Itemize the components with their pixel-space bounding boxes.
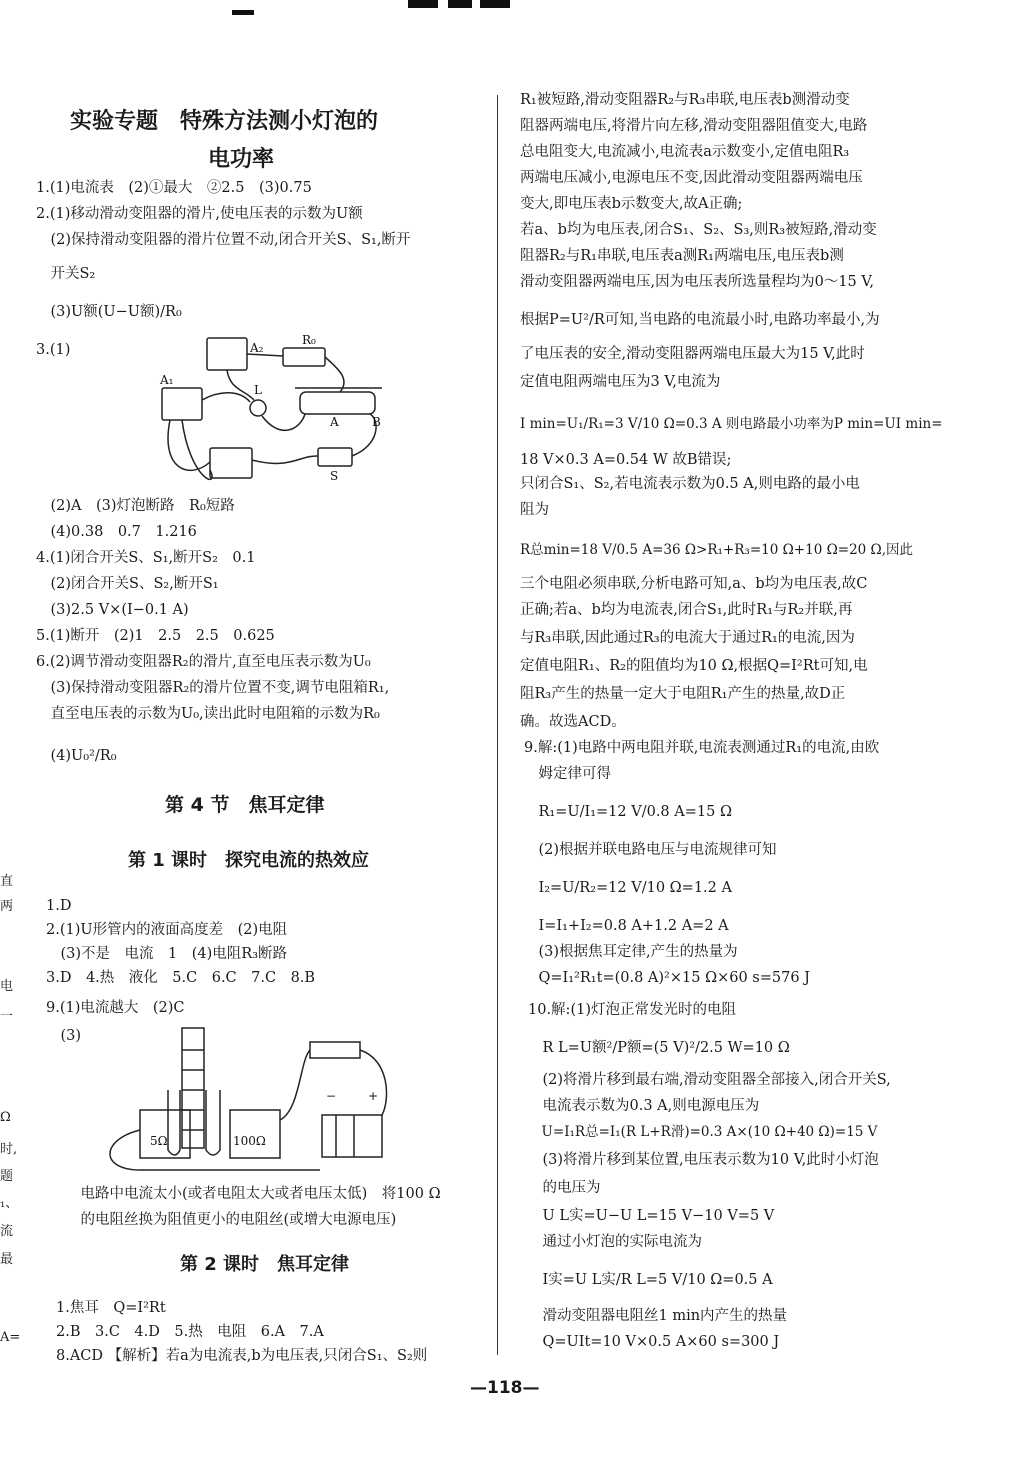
scan-mark bbox=[232, 10, 254, 15]
answer-line: (4)0.38 0.7 1.216 bbox=[36, 524, 197, 540]
label-5ohm: 5Ω bbox=[150, 1134, 168, 1148]
answer-line: 直至电压表的示数为U₀,读出此时电阻箱的示数为R₀ bbox=[36, 706, 380, 722]
label-minus: − bbox=[326, 1089, 337, 1103]
lesson-title: 第 1 课时 探究电流的热效应 bbox=[128, 850, 370, 871]
answer-line: 3.D 4.热 液化 5.C 6.C 7.C 8.B bbox=[46, 970, 316, 986]
column-divider bbox=[497, 95, 498, 1355]
topic-title-cont: 电功率 bbox=[208, 147, 275, 172]
edge-fragment: 两 bbox=[0, 899, 14, 914]
answer-line: 1.D bbox=[46, 898, 72, 914]
answer-line: 变大,即电压表b示数变大,故A正确; bbox=[520, 196, 743, 212]
answer-line: 9.解:(1)电路中两电阻并联,电流表测通过R₁的电流,由欧 bbox=[524, 740, 880, 756]
edge-fragment: Ω bbox=[0, 1110, 11, 1125]
scan-mark bbox=[448, 0, 472, 8]
answer-line: 两端电压减小,电源电压不变,因此滑动变阻器两端电压 bbox=[520, 170, 863, 186]
answer-line: 1.焦耳 Q=I²Rt bbox=[56, 1300, 166, 1316]
answer-line: 定值电阻两端电压为3 V,电流为 bbox=[520, 374, 721, 390]
label-b: B bbox=[372, 415, 381, 429]
answer-line: 确。故选ACD。 bbox=[520, 714, 626, 730]
edge-fragment: A= bbox=[0, 1330, 21, 1345]
answer-line: 8.ACD 【解析】若a为电流表,b为电压表,只闭合S₁、S₂则 bbox=[56, 1348, 428, 1364]
answer-line: 10.解:(1)灯泡正常发光时的电阻 bbox=[528, 1002, 736, 1018]
lesson-title: 第 2 课时 焦耳定律 bbox=[180, 1254, 350, 1275]
answer-line: 了电压表的安全,滑动变阻器两端电压最大为15 V,此时 bbox=[520, 346, 865, 362]
answer-line: 电流表示数为0.3 A,则电源电压为 bbox=[528, 1098, 760, 1114]
scan-mark bbox=[480, 0, 510, 8]
edge-fragment: 最 bbox=[0, 1252, 14, 1267]
answer-line: 滑动变阻器电阻丝1 min内产生的热量 bbox=[528, 1308, 788, 1324]
answer-line: I₂=U/R₂=12 V/10 Ω=1.2 A bbox=[524, 880, 732, 896]
answer-line: U L实=U−U L=15 V−10 V=5 V bbox=[528, 1208, 775, 1224]
answer-line: Q=UIt=10 V×0.5 A×60 s=300 J bbox=[528, 1334, 780, 1350]
answer-line: Q=I₁²R₁t=(0.8 A)²×15 Ω×60 s=576 J bbox=[524, 970, 810, 986]
answer-line: (3)U额(U−U额)/R₀ bbox=[36, 304, 182, 320]
answer-line: 只闭合S₁、S₂,若电流表示数为0.5 A,则电路的最小电 bbox=[520, 476, 860, 492]
answer-line: R总min=18 V/0.5 A=36 Ω>R₁+R₃=10 Ω+10 Ω=20 Ω,因此 bbox=[520, 542, 914, 558]
label-a2: A₂ bbox=[250, 341, 264, 355]
answer-line: (2)A (3)灯泡断路 R₀短路 bbox=[36, 498, 235, 514]
answer-line: 根据P=U²/R可知,当电路的电流最小时,电路功率最小,为 bbox=[520, 312, 880, 328]
answer-line: 阻器两端电压,将滑片向左移,滑动变阻器阻值变大,电路 bbox=[520, 118, 868, 134]
label-100ohm: 100Ω bbox=[233, 1134, 266, 1148]
edge-fragment: 时, bbox=[0, 1142, 18, 1157]
label-a: A bbox=[330, 415, 339, 429]
answer-line: R₁=U/I₁=12 V/0.8 A=15 Ω bbox=[524, 804, 732, 820]
answer-line: (2)根据并联电路电压与电流规律可知 bbox=[524, 842, 777, 858]
answer-line: I实=U L实/R L=5 V/10 Ω=0.5 A bbox=[528, 1272, 773, 1288]
answer-line: 开关S₂ bbox=[36, 266, 96, 282]
answer-line: R L=U额²/P额=(5 V)²/2.5 W=10 Ω bbox=[528, 1040, 790, 1056]
edge-fragment: 一 bbox=[0, 1009, 14, 1024]
topic-title: 实验专题 特殊方法测小灯泡的 bbox=[70, 109, 379, 134]
answer-line: 与R₃串联,因此通过R₃的电流大于通过R₁的电流,因为 bbox=[520, 630, 855, 646]
answer-line: 若a、b均为电压表,闭合S₁、S₂、S₃,则R₃被短路,滑动变 bbox=[520, 222, 877, 238]
answer-line: 三个电阻必须串联,分析电路可知,a、b均为电压表,故C bbox=[520, 576, 868, 592]
answer-line: 电路中电流太小(或者电阻太大或者电压太低) 将100 Ω bbox=[66, 1186, 441, 1202]
answer-line: 通过小灯泡的实际电流为 bbox=[528, 1234, 702, 1250]
answer-line: 1.(1)电流表 (2)①最大 ②2.5 (3)0.75 bbox=[36, 180, 312, 196]
answer-line: 滑动变阻器两端电压,因为电压表所选量程均为0～15 V, bbox=[520, 274, 874, 290]
answer-line: 4.(1)闭合开关S、S₁,断开S₂ 0.1 bbox=[36, 550, 256, 566]
edge-fragment: 流 bbox=[0, 1224, 14, 1239]
label-r0: R₀ bbox=[302, 333, 316, 347]
answer-line: I min=U₁/R₁=3 V/10 Ω=0.3 A 则电路最小功率为P min=UI min= bbox=[520, 416, 943, 432]
answer-line: 姆定律可得 bbox=[524, 766, 611, 782]
edge-fragment: 题 bbox=[0, 1169, 14, 1184]
answer-line: 的电阻丝换为阻值更小的电阻丝(或增大电源电压) bbox=[66, 1212, 397, 1228]
answer-line: (3)将滑片移到某位置,电压表示数为10 V,此时小灯泡 bbox=[528, 1152, 879, 1168]
answer-line: 阻为 bbox=[520, 502, 549, 518]
label-a1: A₁ bbox=[160, 373, 174, 387]
answer-line: 2.(1)移动滑动变阻器的滑片,使电压表的示数为U额 bbox=[36, 206, 363, 222]
answer-line: (2)闭合开关S、S₂,断开S₁ bbox=[36, 576, 219, 592]
answer-line: 的电压为 bbox=[528, 1180, 601, 1196]
page-number: —118— bbox=[470, 1378, 540, 1398]
answer-line: 18 V×0.3 A=0.54 W 故B错误; bbox=[520, 452, 732, 468]
answer-line: (3) bbox=[46, 1028, 82, 1044]
answer-line: 5.(1)断开 (2)1 2.5 2.5 0.625 bbox=[36, 628, 275, 644]
answer-line: (2)保持滑动变阻器的滑片位置不动,闭合开关S、S₁,断开 bbox=[36, 232, 411, 248]
answer-line: 阻器R₂与R₁串联,电压表a测R₁两端电压,电压表b测 bbox=[520, 248, 844, 264]
answer-line: (3)根据焦耳定律,产生的热量为 bbox=[524, 944, 738, 960]
label-s: S bbox=[330, 469, 339, 483]
answer-line: 3.(1) bbox=[36, 342, 71, 358]
answer-line: 阻R₃产生的热量一定大于电阻R₁产生的热量,故D正 bbox=[520, 686, 846, 702]
circuit-figure-2 bbox=[100, 1020, 450, 1180]
answer-line: (3)保持滑动变阻器R₂的滑片位置不变,调节电阻箱R₁, bbox=[36, 680, 390, 696]
answer-line: U=I₁R总=I₁(R L+R滑)=0.3 A×(10 Ω+40 Ω)=15 V bbox=[528, 1124, 878, 1140]
answer-line: 2.B 3.C 4.D 5.热 电阻 6.A 7.A bbox=[56, 1324, 324, 1340]
scan-mark bbox=[408, 0, 438, 8]
label-l: L bbox=[254, 383, 262, 397]
answer-line: I=I₁+I₂=0.8 A+1.2 A=2 A bbox=[524, 918, 729, 934]
circuit-figure-1 bbox=[150, 330, 410, 490]
answer-line: (3)不是 电流 1 (4)电阻R₃断路 bbox=[46, 946, 288, 962]
answer-line: 总电阻变大,电流减小,电流表a示数变小,定值电阻R₃ bbox=[520, 144, 850, 160]
answer-line: 9.(1)电流越大 (2)C bbox=[46, 1000, 185, 1016]
answer-line: 2.(1)U形管内的液面高度差 (2)电阻 bbox=[46, 922, 288, 938]
edge-fragment: 电 bbox=[0, 979, 14, 994]
answer-line: (4)U₀²/R₀ bbox=[36, 748, 117, 764]
edge-fragment: 直 bbox=[0, 874, 14, 889]
answer-line: 6.(2)调节滑动变阻器R₂的滑片,直至电压表示数为U₀ bbox=[36, 654, 371, 670]
answer-line: 定值电阻R₁、R₂的阻值均为10 Ω,根据Q=I²Rt可知,电 bbox=[520, 658, 868, 674]
edge-fragment: ₁、 bbox=[0, 1196, 19, 1211]
answer-line: (3)2.5 V×(I−0.1 A) bbox=[36, 602, 189, 618]
answer-line: 正确;若a、b均为电流表,闭合S₁,此时R₁与R₂并联,再 bbox=[520, 602, 853, 618]
answer-line: (2)将滑片移到最右端,滑动变阻器全部接入,闭合开关S, bbox=[528, 1072, 891, 1088]
section-title: 第 4 节 焦耳定律 bbox=[165, 794, 325, 816]
answer-line: R₁被短路,滑动变阻器R₂与R₃串联,电压表b测滑动变 bbox=[520, 92, 850, 108]
label-plus: + bbox=[368, 1089, 379, 1103]
